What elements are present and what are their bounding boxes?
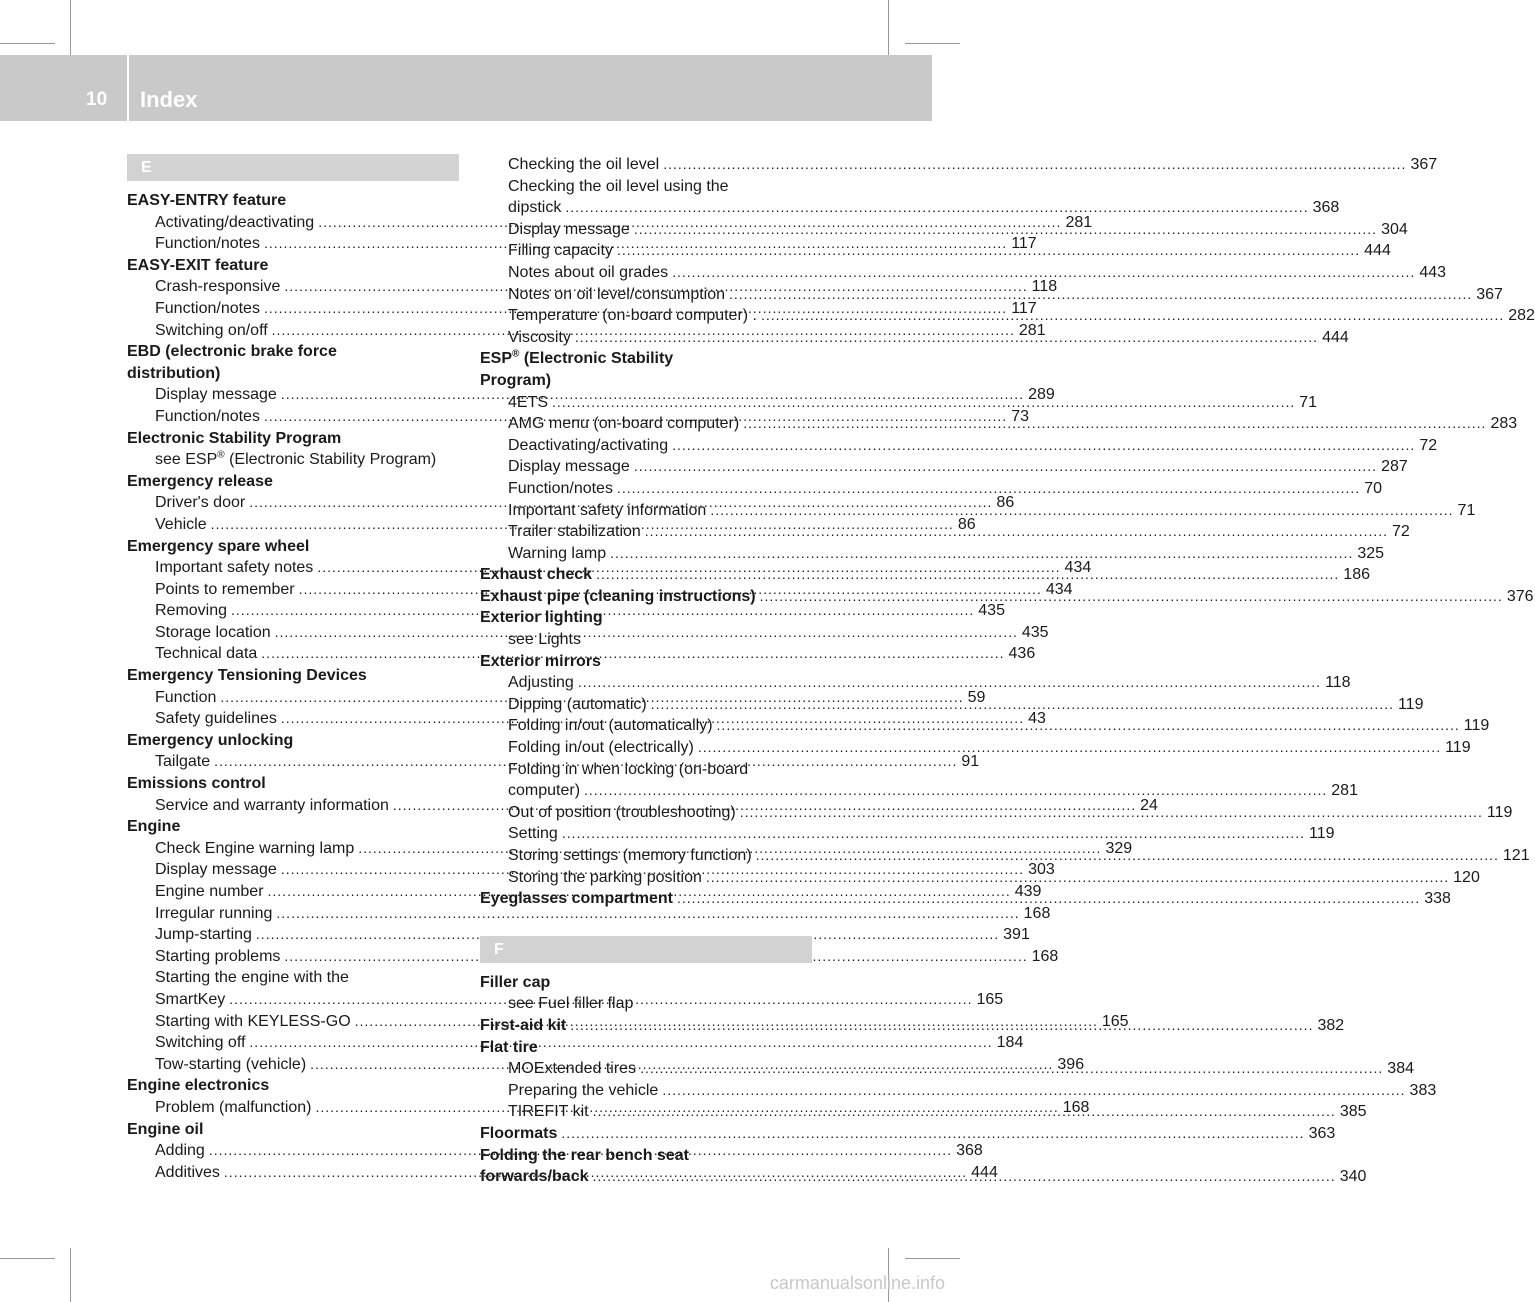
page-reference: 303 [1028, 861, 1055, 879]
entry-label: SmartKey [155, 990, 226, 1008]
page-reference: 391 [1003, 926, 1030, 944]
leader-dots [672, 435, 1415, 457]
entry-label: Setting [508, 825, 558, 843]
index-subentry [480, 737, 1471, 759]
page-reference: 434 [1045, 580, 1073, 598]
leader-dots [706, 867, 1449, 889]
index-subentry [127, 946, 1059, 968]
crop-mark [905, 43, 960, 44]
entry-label: Eyeglasses compartment [480, 890, 673, 908]
leader-dots [760, 586, 1503, 608]
page-reference: 72 [1419, 436, 1438, 454]
entry-label: Driver's door [155, 494, 246, 512]
page-reference: 168 [1031, 947, 1059, 965]
page-reference: 184 [996, 1034, 1024, 1052]
index-entry: EASY-ENTRY feature [127, 192, 287, 209]
index-entry: EBD (electronic brake force [127, 343, 337, 361]
crop-mark [0, 43, 55, 44]
entry-label: Notes about oil grades [508, 263, 669, 281]
index-entry: Electronic Stability Program [127, 429, 342, 447]
index-subentry [480, 478, 1382, 500]
leader-dots [578, 672, 1321, 694]
index-subentry [480, 543, 1385, 565]
entry-label: Crash-responsive [155, 278, 281, 296]
page-reference: 396 [1057, 1055, 1085, 1073]
leader-dots [634, 456, 1377, 478]
page-reference: 73 [1011, 407, 1029, 425]
index-entry: Exterior mirrors [480, 652, 601, 670]
page-reference: 165 [1101, 1012, 1129, 1030]
index-subentry [127, 903, 1051, 925]
page-reference: 59 [967, 688, 986, 706]
entry-label: Function [155, 688, 217, 706]
entry-label: Important safety notes [155, 559, 314, 577]
leader-dots [717, 715, 1460, 737]
entry-label: Additives [155, 1163, 220, 1181]
entry-label: Trailer stabilization [508, 523, 641, 541]
page-reference: 119 [1445, 739, 1471, 757]
index-entry: Emergency unlocking [127, 731, 294, 749]
leader-dots [640, 1058, 1383, 1080]
leader-dots [562, 823, 1305, 845]
entry-label: computer) [508, 782, 581, 800]
page-reference: 367 [1410, 156, 1438, 173]
leader-dots [663, 154, 1406, 176]
leader-dots [645, 521, 1388, 543]
entry-label: Dipping (automatic) [508, 695, 647, 713]
page-reference: 435 [978, 602, 1005, 620]
leader-dots [593, 1101, 1336, 1123]
index-subentry [127, 924, 1030, 946]
page-reference: 382 [1317, 1016, 1345, 1034]
page-reference: 119 [1309, 825, 1335, 843]
entry-label: dipstick [508, 199, 562, 217]
index-subentry [480, 672, 1351, 694]
page-reference: 71 [1299, 393, 1318, 411]
page-number: 10 [86, 89, 108, 110]
page-reference: 282 [1508, 307, 1535, 325]
leader-dots [561, 1123, 1304, 1145]
leader-dots [596, 564, 1339, 586]
page-reference: 119 [1463, 717, 1490, 735]
leader-dots [617, 478, 1360, 500]
leader-dots [610, 543, 1353, 565]
page-reference: 338 [1424, 890, 1451, 908]
index-entry: Engine oil [127, 1120, 204, 1138]
index-subentry: see ESP® (Electronic Stability Program) [155, 449, 437, 469]
page-reference: 72 [1392, 523, 1410, 541]
index-entry: Program) [480, 371, 552, 389]
entry-label: Display message [155, 386, 277, 404]
entry-label: Activating/deactivating [155, 213, 315, 231]
entry-label: Deactivating/activating [508, 436, 669, 454]
entry-label: Jump-starting [155, 926, 252, 944]
index-subentry [480, 780, 1358, 802]
entry-label: Safety guidelines [155, 710, 277, 728]
index-subentry [480, 262, 1447, 284]
entry-label: Service and warranty information [155, 796, 389, 814]
index-subentry [480, 154, 1438, 176]
page-reference: 120 [1453, 868, 1480, 886]
entry-label: Folding in/out (electrically) [508, 739, 694, 757]
page-reference: 384 [1387, 1060, 1414, 1078]
crop-mark [70, 1248, 71, 1302]
page-reference: 368 [1312, 199, 1340, 217]
entry-label: Important safety information [508, 501, 707, 519]
index-subentry: Starting the engine with the [155, 969, 349, 987]
index-entry: Engine electronics [127, 1077, 270, 1095]
entry-label: Starting problems [155, 947, 281, 965]
page-reference: 289 [1028, 386, 1055, 404]
page-reference: 168 [1023, 904, 1051, 922]
entry-label: Storing settings (memory function) [508, 847, 752, 864]
page-reference: 121 [1502, 847, 1530, 864]
letter-heading: E [127, 154, 459, 181]
page-reference: 385 [1339, 1103, 1367, 1121]
index-subentry [480, 823, 1335, 845]
entry-label: Folding in/out (automatically) [508, 717, 713, 735]
watermark: carmanualsonline.info [769, 1273, 945, 1293]
page-reference: 281 [1018, 321, 1046, 339]
page-reference: 70 [1364, 479, 1382, 497]
leader-dots [672, 262, 1415, 284]
index-entry: Filler cap [480, 973, 551, 991]
index-entry: Flat tire [480, 1038, 538, 1056]
crop-mark [70, 0, 71, 55]
page-reference: 367 [1476, 285, 1503, 303]
page-reference: 383 [1409, 1081, 1437, 1099]
entry-label: Irregular running [155, 904, 273, 922]
entry-label: Check Engine warning lamp [155, 839, 355, 857]
entry-label: Warning lamp [508, 544, 607, 562]
index-entry: Emergency spare wheel [127, 537, 310, 555]
page-title: Index [140, 87, 198, 112]
page-reference: 186 [1343, 566, 1370, 584]
index-subentry [480, 456, 1408, 478]
entry-label: Tow-starting (vehicle) [155, 1055, 307, 1073]
leader-dots [761, 305, 1504, 327]
leader-dots [756, 845, 1499, 867]
index-subentry: see Fuel filler flap [508, 995, 634, 1013]
index-subentry [480, 435, 1438, 457]
index-entry: EASY-EXIT feature [127, 256, 269, 274]
leader-dots [651, 694, 1394, 716]
entry-label: AMG menu (on-board computer) [508, 415, 740, 433]
entry-label: Display message [155, 861, 277, 879]
page-reference: 329 [1105, 839, 1133, 857]
leader-dots [617, 240, 1360, 262]
index-subentry: Folding in when locking (on-board [508, 760, 749, 778]
entry-label: Engine number [155, 883, 264, 900]
page-reference: 444 [1364, 242, 1391, 260]
page-reference: 376 [1506, 587, 1534, 605]
entry-label: forwards/back [480, 1168, 589, 1186]
entry-label: First-aid kit [480, 1016, 567, 1034]
page-reference: 117 [1011, 299, 1037, 317]
index-entry [480, 1123, 1336, 1145]
page-reference: 287 [1381, 458, 1408, 476]
page-reference: 117 [1011, 235, 1037, 253]
entry-label: Vehicle [155, 515, 207, 533]
leader-dots [584, 780, 1327, 802]
entry-label: Technical data [155, 645, 258, 663]
index-entry: Folding the rear bench seat [480, 1146, 689, 1164]
page-reference: 434 [1064, 559, 1092, 577]
entry-label: TIREFIT kit [508, 1103, 589, 1121]
index-entry: Emissions control [127, 775, 266, 793]
index-entry: Exterior lighting [480, 609, 603, 627]
entry-label: Viscosity [508, 328, 571, 346]
entry-label: Tailgate [155, 753, 211, 771]
entry-label: Function/notes [155, 235, 260, 253]
page-reference: 436 [1008, 645, 1036, 663]
page-reference: 435 [1021, 623, 1049, 641]
leader-dots [565, 197, 1308, 219]
entry-label: Storing the parking position [508, 868, 702, 886]
entry-label: Exhaust check [480, 566, 593, 584]
index-subentry: see Lights [508, 631, 581, 649]
page-reference: 281 [1331, 782, 1358, 800]
entry-label: Preparing the vehicle [508, 1081, 659, 1099]
entry-label: Filling capacity [508, 242, 613, 260]
entry-label: 4ETS [508, 393, 549, 411]
page-reference: 24 [1140, 796, 1158, 814]
page-reference: 91 [961, 753, 980, 771]
page-reference: 86 [996, 494, 1015, 512]
entry-label: MOExtended tires [508, 1060, 637, 1078]
index-entry: distribution) [127, 364, 221, 382]
entry-label: Problem (malfunction) [155, 1098, 312, 1116]
index-entry: Emergency release [127, 472, 273, 490]
page-reference: 439 [1014, 883, 1042, 900]
page-reference: 444 [1322, 328, 1349, 346]
entry-label: Floormats [480, 1124, 558, 1142]
letter-heading: F [480, 936, 812, 963]
leader-dots [698, 737, 1441, 759]
entry-label: Switching on/off [155, 321, 268, 339]
index-entry: Emergency Tensioning Devices [127, 667, 367, 685]
entry-label: Removing [155, 602, 228, 620]
page-reference: 86 [957, 515, 976, 533]
crop-mark [905, 1258, 960, 1259]
page-reference: 119 [1486, 803, 1513, 821]
page-reference: 43 [1028, 710, 1046, 728]
page-reference: 340 [1339, 1168, 1367, 1186]
entry-label: Display message [508, 220, 630, 238]
index-subentry [480, 197, 1340, 219]
entry-label: Exhaust pipe (cleaning instructions) [480, 587, 756, 605]
leader-dots [634, 219, 1377, 241]
page-reference: 443 [1419, 263, 1447, 281]
page-reference: 325 [1357, 544, 1385, 562]
page-reference: 283 [1490, 415, 1518, 433]
index-subentry [480, 1080, 1437, 1102]
entry-label: Starting with KEYLESS-GO [155, 1012, 351, 1030]
header-divider [127, 55, 129, 121]
leader-dots [592, 1166, 1335, 1188]
entry-label: Notes on oil level/consumption [508, 285, 726, 303]
index-subentry: Checking the oil level using the [508, 177, 729, 195]
crop-mark [888, 0, 889, 55]
entry-label: Temperature (on-board computer) . [508, 307, 757, 325]
leader-dots [743, 413, 1486, 435]
entry-label: Function/notes [155, 407, 260, 425]
page-reference: 281 [1065, 213, 1093, 231]
entry-label: Switching off [155, 1034, 246, 1052]
entry-label: Checking the oil level [508, 156, 660, 173]
leader-dots [570, 1015, 1313, 1037]
page-reference: 304 [1381, 220, 1408, 238]
entry-label: Adding [155, 1142, 205, 1160]
entry-label: Display message [508, 458, 630, 476]
entry-label: Adjusting [508, 674, 574, 692]
leader-dots [575, 327, 1318, 349]
index-entry: Engine [127, 818, 181, 836]
page-reference: 118 [1031, 278, 1058, 296]
page-reference: 168 [1062, 1098, 1090, 1116]
entry-label: Function/notes [508, 479, 613, 497]
leader-dots [710, 500, 1453, 522]
section-gap [480, 910, 812, 936]
page-reference: 444 [971, 1163, 998, 1181]
index-entry: ESP® (Electronic Stability [480, 349, 674, 368]
entry-label: Storage location [155, 623, 271, 641]
leader-dots [740, 802, 1483, 824]
page-reference: 119 [1397, 695, 1424, 713]
page-reference: 368 [956, 1142, 983, 1160]
entry-label: Points to remember [155, 580, 295, 598]
leader-dots [729, 284, 1472, 306]
page-reference: 71 [1457, 501, 1476, 519]
entry-label: Function/notes [155, 299, 260, 317]
page-reference: 165 [976, 990, 1004, 1008]
crop-mark [0, 1258, 55, 1259]
page-reference: 363 [1308, 1124, 1336, 1142]
leader-dots [662, 1080, 1405, 1102]
leader-dots [552, 392, 1295, 414]
entry-label: Out of position (troubleshooting) [508, 803, 736, 821]
leader-dots [677, 888, 1420, 910]
page-reference: 118 [1325, 674, 1351, 692]
